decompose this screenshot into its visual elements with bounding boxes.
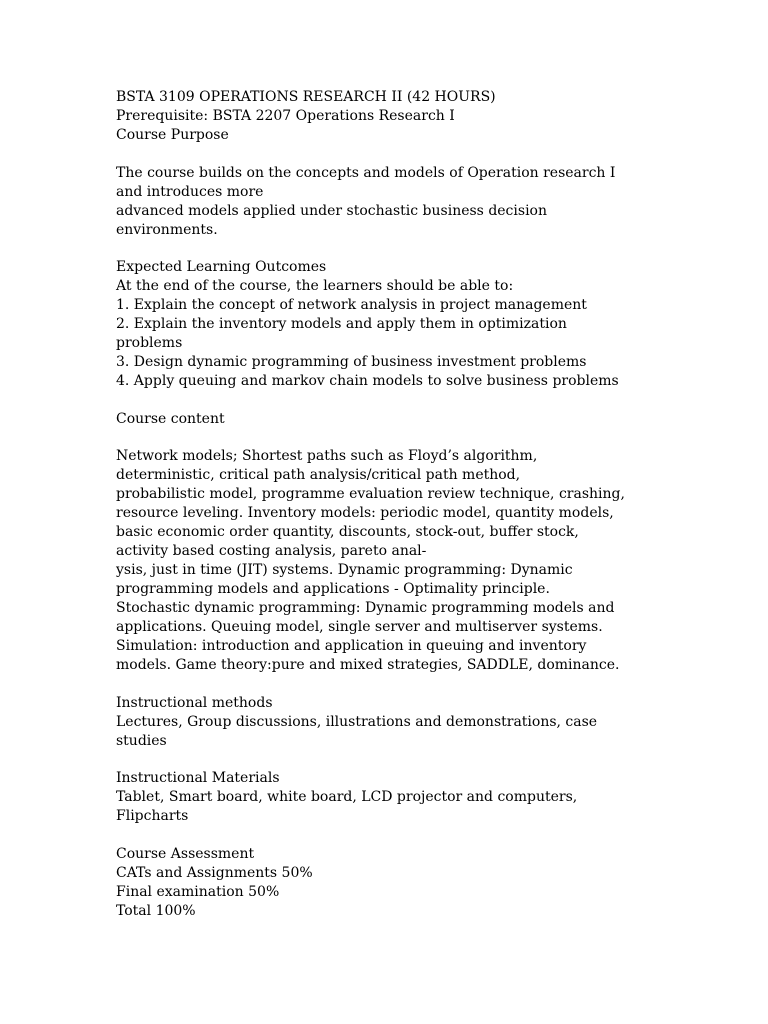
content-line: Network models; Shortest paths such as Floyd’s algorithm, [116, 448, 538, 464]
assessment-line: CATs and Assignments 50% [116, 864, 313, 881]
outcome-item: problems [116, 335, 183, 351]
content-line: ysis, just in time (JIT) systems. Dynamic programming: Dynamic [116, 562, 573, 578]
content-line: deterministic, critical path analysis/critical path method, [116, 467, 521, 483]
spacer [116, 826, 756, 845]
outcomes-intro: At the end of the course, the learners should be able to: [116, 278, 514, 294]
course-title: BSTA 3109 OPERATIONS RESEARCH II (42 HOURS) [116, 89, 496, 105]
materials-line: Tablet, Smart board, white board, LCD projector and computers, [116, 789, 578, 805]
purpose-line: The course builds on the concepts and models of Operation research I [116, 164, 616, 181]
spacer [116, 391, 756, 410]
assessment-line: Total 100% [116, 902, 196, 919]
methods-line: Lectures, Group discussions, illustrations and demonstrations, case [116, 713, 598, 730]
purpose-line: advanced models applied under stochastic business decision [116, 202, 547, 219]
outcome-item: 2. Explain the inventory models and apply them in optimization [116, 316, 567, 332]
outcome-item: 3. Design dynamic programming of business investment problems [116, 354, 587, 370]
purpose-line: environments. [116, 221, 218, 238]
assessment-section [116, 845, 756, 921]
methods-section [116, 694, 756, 751]
spacer [116, 145, 756, 164]
methods-line: studies [116, 732, 167, 749]
document-page [116, 88, 756, 921]
purpose-paragraph [116, 164, 756, 240]
spacer [116, 240, 756, 259]
spacer [116, 675, 756, 694]
content-line: programming models and applications - Optimality principle. [116, 581, 550, 597]
materials-section [116, 769, 756, 826]
purpose-heading: Course Purpose [116, 127, 229, 143]
content-line: Simulation: introduction and application in queuing and inventory [116, 638, 587, 654]
outcomes-heading: Expected Learning Outcomes [116, 259, 327, 275]
content-line: Stochastic dynamic programming: Dynamic programming models and [116, 600, 615, 616]
outcomes-section [116, 258, 756, 391]
content-heading: Course content [116, 410, 225, 427]
content-line: probabilistic model, programme evaluation review technique, crashing, [116, 486, 625, 502]
assessment-heading: Course Assessment [116, 845, 255, 862]
outcome-item: 4. Apply queuing and markov chain models to solve business problems [116, 373, 619, 389]
content-line: resource leveling. Inventory models: periodic model, quantity models, [116, 505, 614, 521]
spacer [116, 751, 756, 770]
prerequisite-line: Prerequisite: BSTA 2207 Operations Research I [116, 108, 455, 124]
content-line: basic economic order quantity, discounts, stock-out, buffer stock, [116, 524, 579, 540]
purpose-line: and introduces more [116, 183, 264, 200]
materials-heading: Instructional Materials [116, 770, 280, 786]
content-line: activity based costing analysis, pareto anal- [116, 543, 427, 559]
content-line: models. Game theory:pure and mixed strategies, SADDLE, dominance. [116, 657, 620, 673]
content-section [116, 410, 756, 676]
materials-line: Flipcharts [116, 808, 189, 824]
assessment-line: Final examination 50% [116, 883, 280, 900]
methods-heading: Instructional methods [116, 694, 273, 711]
course-header [116, 88, 756, 145]
outcome-item: 1. Explain the concept of network analysis in project management [116, 297, 587, 313]
content-line: applications. Queuing model, single server and multiserver systems. [116, 619, 603, 635]
spacer [116, 429, 756, 448]
